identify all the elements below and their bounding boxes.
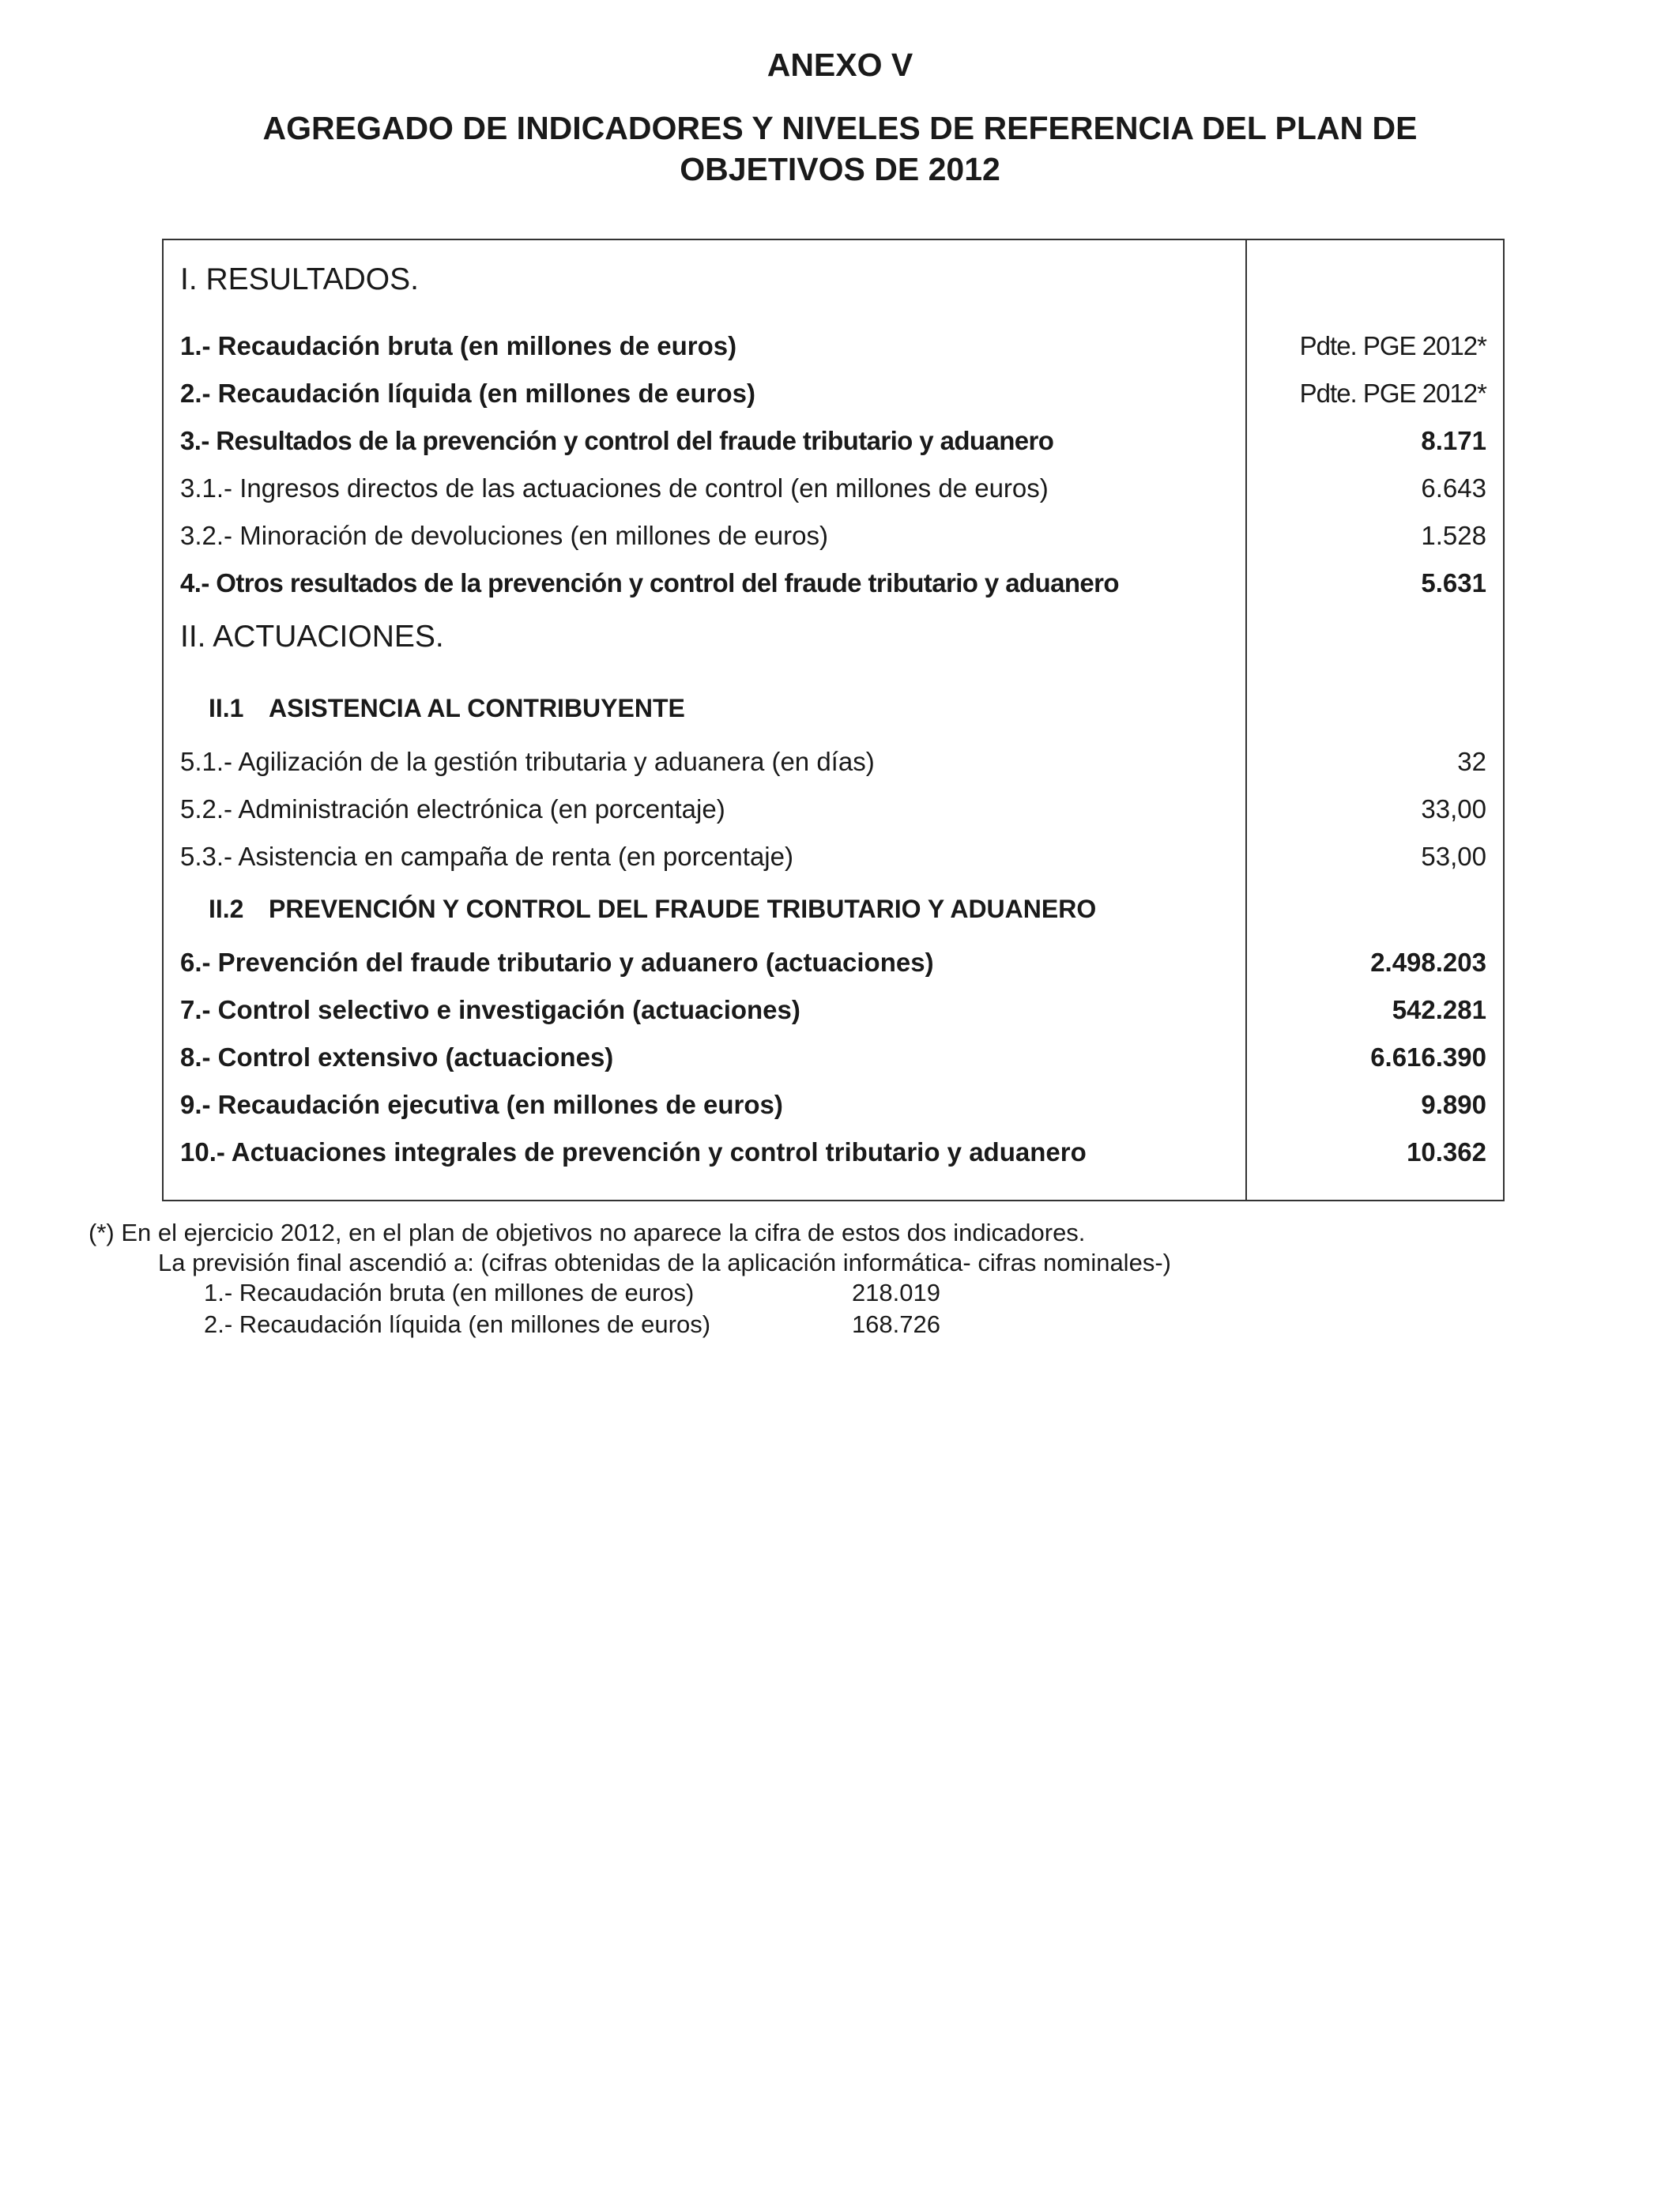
page-title: ANEXO V [767,47,913,83]
subsection-number: II.2 [209,895,244,923]
table-row [164,833,1503,880]
table-row [164,939,1503,986]
subsection-heading-asistencia [209,684,685,732]
row-label: 3.1.- Ingresos directos de las actuaciones de control (en millones de euros) [180,473,1049,503]
table-row [164,560,1503,607]
row-label: 5.3.- Asistencia en campaña de renta (en porcentaje) [180,842,793,871]
document-heading [0,107,1680,190]
row-value: Pdte. PGE 2012* [1299,331,1486,360]
row-label: 4.- Otros resultados de la prevención y control del fraude tributario y aduanero [180,568,1119,598]
table-row [164,370,1503,417]
table-row [164,512,1503,560]
document-heading-line-2: OBJETIVOS DE 2012 [680,151,1000,187]
row-value: 2.498.203 [1370,948,1486,977]
row-value: Pdte. PGE 2012* [1299,379,1486,408]
row-label: 6.- Prevención del fraude tributario y aduanero (actuaciones) [180,948,934,977]
section-heading-resultados: I. RESULTADOS. [180,262,419,296]
row-value: 6.643 [1421,473,1486,503]
row-value: 542.281 [1392,995,1486,1024]
subsection-number: II.1 [209,694,244,722]
row-label: 5.2.- Administración electrónica (en porcentaje) [180,794,725,824]
row-value: 1.528 [1421,521,1486,550]
table-row [164,986,1503,1034]
subsection-heading-prevencion [209,885,1096,933]
row-label: 9.- Recaudación ejecutiva (en millones de euros) [180,1090,783,1119]
footnote-line-2: La previsión final ascendió a: (cifras obtenidas de la aplicación informática- cifras nominales-) [158,1249,1171,1276]
row-label: 1.- Recaudación bruta (en millones de euros) [180,331,737,360]
table-row [164,1034,1503,1081]
table-row [164,738,1503,786]
row-value: 6.616.390 [1370,1042,1486,1072]
row-label: 3.2.- Minoración de devoluciones (en millones de euros) [180,521,828,550]
footnote-line-1: (*) En el ejercicio 2012, en el plan de objetivos no aparece la cifra de estos dos indicadores. [89,1219,1086,1246]
footnote-item-1-label: 1.- Recaudación bruta (en millones de euros) [204,1279,695,1306]
row-label: 10.- Actuaciones integrales de prevención y control tributario y aduanero [180,1137,1087,1167]
row-label: 7.- Control selectivo e investigación (actuaciones) [180,995,800,1024]
footnote-item-2-value: 168.726 [851,1310,940,1338]
table-row [164,417,1503,465]
row-value: 53,00 [1421,842,1486,871]
indicators-table [162,239,1505,1201]
document-heading-line-1: AGREGADO DE INDICADORES Y NIVELES DE REFERENCIA DEL PLAN DE [262,110,1418,146]
table-row [164,786,1503,833]
row-value: 10.362 [1407,1137,1486,1167]
footnote-item-1-value: 218.019 [851,1279,940,1306]
row-label: 2.- Recaudación líquida (en millones de euros) [180,379,755,408]
row-value: 33,00 [1421,794,1486,824]
row-value: 32 [1457,747,1486,776]
subsection-title: ASISTENCIA AL CONTRIBUYENTE [269,694,685,722]
row-value: 8.171 [1421,426,1486,455]
row-label: 8.- Control extensivo (actuaciones) [180,1042,614,1072]
row-label: 3.- Resultados de la prevención y control del fraude tributario y aduanero [180,426,1054,455]
subsection-title: PREVENCIÓN Y CONTROL DEL FRAUDE TRIBUTARIO Y ADUANERO [269,895,1097,923]
section-heading-actuaciones: II. ACTUACIONES. [180,620,444,654]
footnote-item-2-label: 2.- Recaudación líquida (en millones de euros) [204,1310,711,1338]
table-row [164,1129,1503,1176]
row-value: 5.631 [1421,568,1486,598]
table-row [164,465,1503,512]
table-row [164,1081,1503,1129]
row-label: 5.1.- Agilización de la gestión tributaria y aduanera (en días) [180,747,875,776]
row-value: 9.890 [1421,1090,1486,1119]
table-row [164,322,1503,370]
